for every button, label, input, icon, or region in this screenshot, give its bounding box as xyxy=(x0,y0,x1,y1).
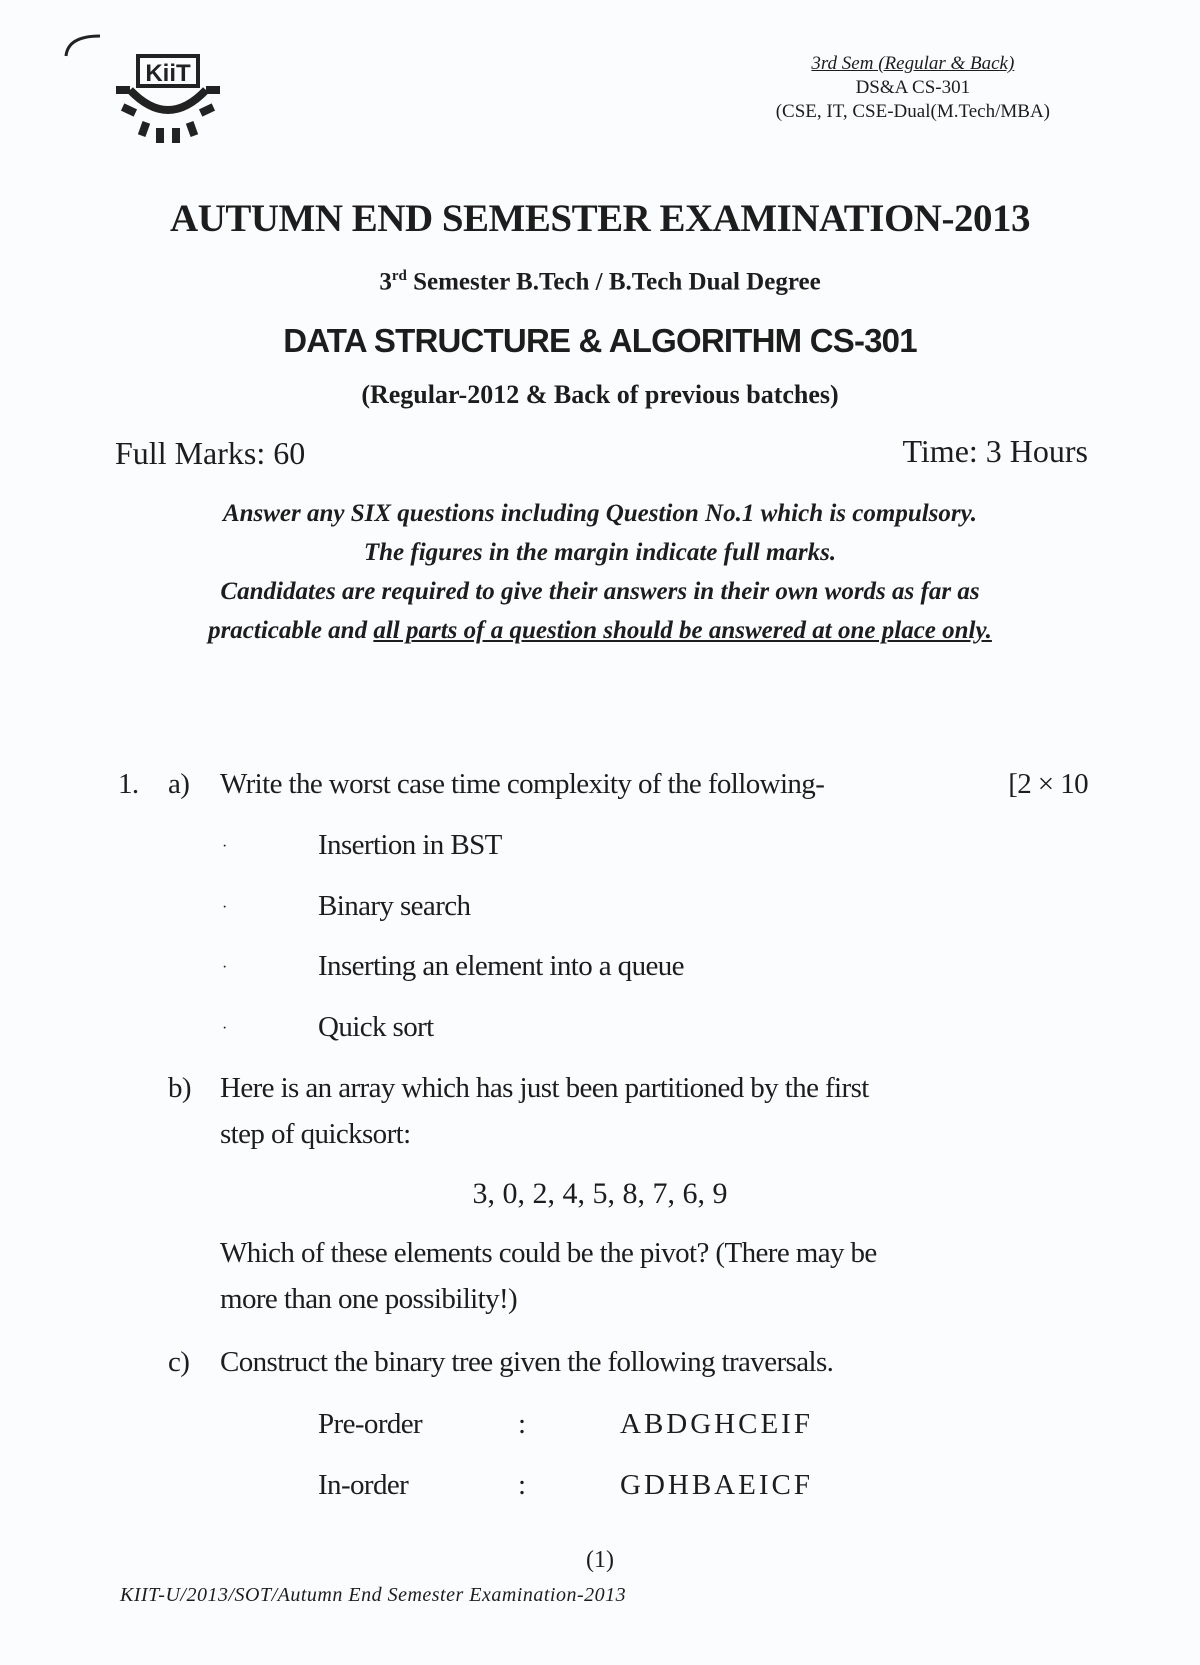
corner-scan-mark xyxy=(62,30,102,60)
svg-text:KiiT: KiiT xyxy=(145,60,191,87)
instruction-line: Answer any SIX questions including Question No.1 which is compulsory. xyxy=(222,500,978,527)
question-text: step of quicksort: xyxy=(220,1118,411,1150)
traversal-value: ABDGHCEIF xyxy=(620,1408,813,1440)
question-text: Here is an array which has just been partitioned by the first xyxy=(220,1072,869,1104)
array-sequence: 3, 0, 2, 4, 5, 8, 7, 6, 9 xyxy=(472,1177,728,1210)
branch-list: (CSE, IT, CSE-Dual(M.Tech/MBA) xyxy=(775,101,1050,122)
question-text: more than one possibility!) xyxy=(220,1283,518,1315)
question-text: Which of these elements could be the pivot? (There may be xyxy=(220,1237,877,1269)
course-code: DS&A CS-301 xyxy=(855,77,971,98)
list-item: Quick sort xyxy=(318,1011,434,1043)
part-label: a) xyxy=(168,768,190,800)
university-logo xyxy=(108,50,228,146)
page-number: (1) xyxy=(586,1547,614,1573)
question-text: Construct the binary tree given the following traversals. xyxy=(220,1346,834,1378)
exam-title: AUTUMN END SEMESTER EXAMINATION-2013 xyxy=(170,197,1030,240)
instruction-line: The figures in the margin indicate full marks. xyxy=(363,539,837,566)
bullet-icon: · xyxy=(222,959,228,976)
semester-tag: 3rd Sem (Regular & Back) xyxy=(811,53,1015,74)
list-item: Insertion in BST xyxy=(318,829,502,861)
batch-line: (Regular-2012 & Back of previous batches) xyxy=(361,380,839,409)
course-title: DATA STRUCTURE & ALGORITHM CS-301 xyxy=(283,322,917,359)
bullet-icon: · xyxy=(222,838,228,855)
list-item: Binary search xyxy=(318,890,471,922)
instruction-line: practicable and all parts of a question should be answered at one place only. xyxy=(208,617,992,644)
question-text: Write the worst case time complexity of the following- xyxy=(220,768,825,800)
semester-line: 3rd Semester B.Tech / B.Tech Dual Degree xyxy=(379,268,821,296)
question-number: 1. xyxy=(118,768,139,800)
bullet-icon: · xyxy=(222,1020,228,1037)
exam-time: Time: 3 Hours xyxy=(902,433,1088,469)
exam-code-block xyxy=(776,52,1050,124)
traversal-colon: : xyxy=(518,1469,527,1501)
full-marks: Full Marks: 60 xyxy=(115,435,306,471)
traversal-label: In-order xyxy=(318,1469,409,1501)
bullet-icon: · xyxy=(222,899,228,916)
traversal-value: GDHBAEICF xyxy=(620,1469,813,1501)
marks-allocation: [2 × 10 xyxy=(1008,768,1088,800)
footer-reference: KIIT-U/2013/SOT/Autumn End Semester Examination-2013 xyxy=(120,1584,627,1606)
instructions xyxy=(100,494,1100,650)
instruction-line: Candidates are required to give their answers in their own words as far as xyxy=(220,578,980,605)
traversal-label: Pre-order xyxy=(318,1408,423,1440)
list-item: Inserting an element into a queue xyxy=(318,950,684,982)
part-label: c) xyxy=(168,1346,190,1378)
part-label: b) xyxy=(168,1072,191,1104)
traversal-colon: : xyxy=(518,1408,527,1440)
